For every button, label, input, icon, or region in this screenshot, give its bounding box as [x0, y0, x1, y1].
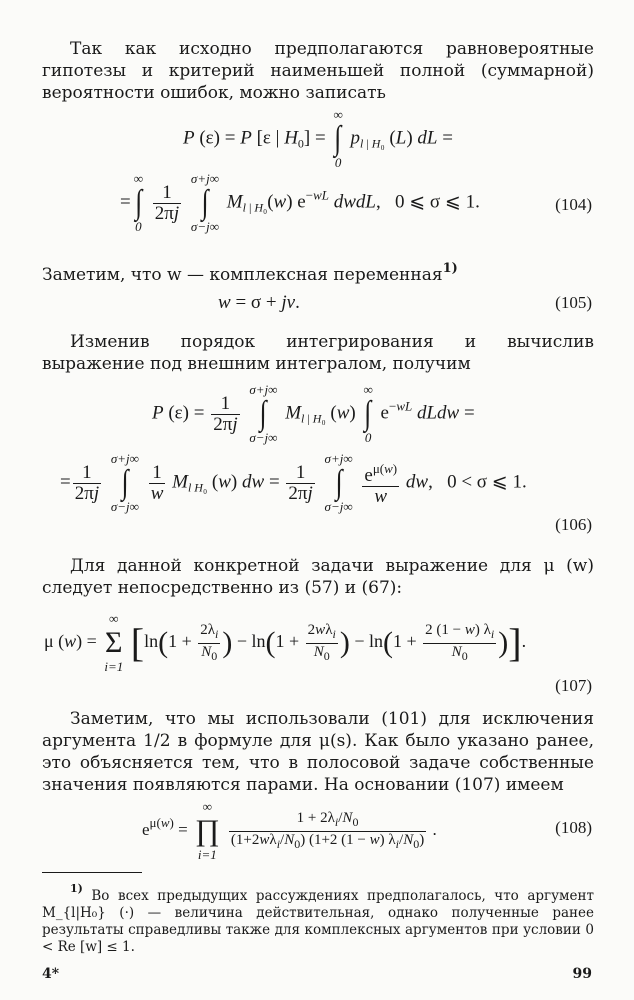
- equation-107: μ (w) = ∞ Σ i=1 [ln(1 + $\frac{2\lambda_i}{N_0}$ ) − ln(1 + $\frac{2w\lambda_i}{N_0}$ ) − ln(1 + $\frac{2 (1 - w) \lambda_i}{N_0}$ )].: [44, 611, 527, 674]
- equation-104-line2: = ∞ ∫ 0 $\frac{1}{2\pi j}$ σ+j∞ ∫ σ−j∞ $M_{l | H_0}(w)$ $e^{-wL}$ dwdL, 0 ⩽ σ ⩽ 1.: [120, 171, 480, 234]
- paragraph-mu-expression: Для данной конкретной задачи выражение для μ (w) следует непосредственно из (57) и (67):: [42, 556, 594, 598]
- paragraph-complex-variable: Заметим, что w — комплексная переменная$^{1)}$: [42, 261, 458, 285]
- equation-number-104: (104): [555, 195, 592, 214]
- equation-105: w = σ + jv.: [218, 292, 300, 313]
- page-number: 99: [572, 966, 592, 982]
- equation-number-105: (105): [555, 293, 592, 312]
- equation-106-line1: P (ε) = $\frac{1}{2\pi j}$ σ+j∞ ∫ σ−j∞ $M_{l | H_0}$ (w) ∞ ∫ 0 $e^{-wL}$ dLdw =: [152, 382, 475, 445]
- signature-mark: 4*: [42, 966, 60, 982]
- footnote: $^{1)}$ Во всех предыдущих рассуждениях предполагалось, что аргумент M_{l|H₀} (·) — величина действительная, однако полученные ранее результаты справедливы также для комплексных аргументов при условии 0 < Re [w] ≤ 1.: [42, 882, 594, 955]
- footnote-rule: [42, 872, 142, 873]
- equation-number-107: (107): [555, 676, 592, 695]
- equation-106-line2: = $\frac{1}{2\pi j}$ σ+j∞ ∫ σ−j∞ $\frac{1}{w}$ $M_{l H_0}$ (w) dw = $\frac{1}{2\pi j}$ σ+j∞ ∫ σ−j∞ $\frac{e^{\mu(w)}}{w}$ dw, 0 < σ ⩽ 1.: [60, 451, 527, 514]
- paragraph-change-order: Изменив порядок интегрирования и вычислив выражение под внешним интегралом, получим: [42, 332, 594, 374]
- paragraph-intro: Так как исходно предполагаются равновероятные гипотезы и критерий наименьшей полной (суммарной) вероятности ошибок, можно записать: [42, 39, 594, 103]
- equation-104-line1: P (ε) = P [ε | $H_0$] = ∞ ∫ 0 $p_{l | H_0}$ (L) dL =: [183, 107, 453, 170]
- equation-number-106: (106): [555, 515, 592, 534]
- equation-number-108: (108): [555, 818, 592, 837]
- equation-108: $e^{\mu(w)}$ = ∞ ∏ i=1 $\frac{1 + 2\lambda_i/N_0}{(1+2w\lambda_i/N_0) (1+2 (1 - w) \lambda_i/N_0)}$ .: [142, 799, 437, 862]
- paragraph-band-problem: Заметим, что мы использовали (101) для исключения аргумента 1/2 в формуле для μ(s). Как было указано ранее, это объясняется тем, что в полосовой задаче собственные значения появляются парами. На основании (107) имеем: [42, 709, 594, 795]
